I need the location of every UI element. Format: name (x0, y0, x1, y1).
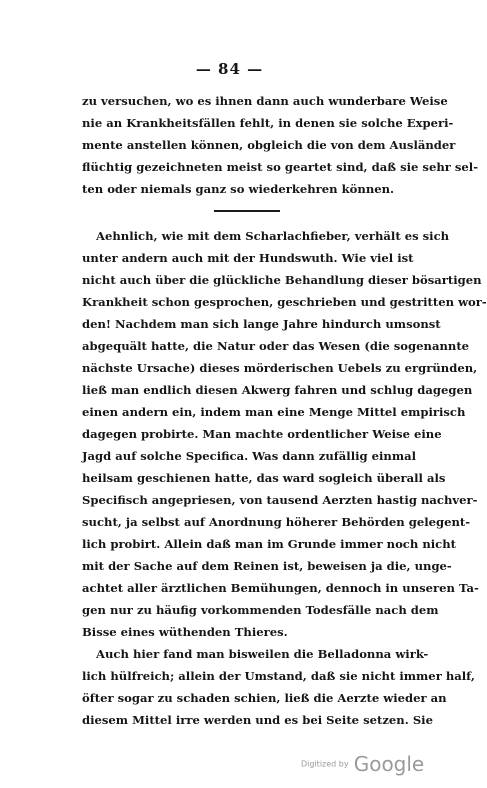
text-line: nächste Ursache) dieses mörderischen Uebels zu ergründen, (82, 361, 478, 375)
text-line: achtet aller ärztlichen Bemühungen, dennoch in unseren Ta- (82, 581, 479, 595)
text-line: Aehnlich, wie mit dem Scharlachfieber, verhält es sich (96, 229, 450, 243)
text-line: Auch hier fand man bisweilen die Belladonna wirk- (96, 647, 429, 661)
text-line: Krankheit schon gesprochen, geschrieben und gestritten wor- (82, 295, 487, 309)
text-line: lich hülfreich; allein der Umstand, daß sie nicht immer half, (82, 669, 475, 683)
text-line: zu versuchen, wo es ihnen dann auch wunderbare Weise (82, 94, 448, 108)
text-line: ließ man endlich diesen Akwerg fahren und schlug dagegen (82, 383, 473, 397)
text-line: flüchtig gezeichneten meist so geartet sind, daß sie sehr sel- (82, 160, 479, 174)
text-line: diesem Mittel irre werden und es bei Seite setzen. Sie (82, 713, 433, 727)
watermark-brand: Google (353, 752, 425, 776)
section-separator (214, 210, 280, 212)
text-line: nicht auch über die glückliche Behandlung dieser bösartigen (82, 273, 482, 287)
text-line: sucht, ja selbst auf Anordnung höherer Behörden gelegent- (82, 515, 471, 529)
text-line: nie an Krankheitsfällen fehlt, in denen sie solche Experi- (82, 116, 454, 130)
text-line: einen andern ein, indem man eine Menge Mittel empirisch (82, 405, 466, 419)
text-line: mit der Sache auf dem Reinen ist, beweisen ja die, unge- (82, 559, 452, 573)
text-line: mente anstellen können, obgleich die von dem Ausländer (82, 138, 456, 152)
text-line: den! Nachdem man sich lange Jahre hindurch umsonst (82, 317, 441, 331)
text-line: gen nur zu häufig vorkommenden Todesfälle nach dem (82, 603, 439, 617)
paragraph-1 (82, 90, 479, 200)
watermark-prefix: Digitized by (301, 759, 349, 769)
page-number: — 84 — (195, 60, 264, 78)
text-line: abgequält hatte, die Natur oder das Wesen (die sogenannte (82, 339, 470, 353)
text-line: ten oder niemals ganz so wiederkehren können. (82, 182, 395, 196)
text-line: öfter sogar zu schaden schien, ließ die Aerzte wieder an (82, 691, 447, 705)
text-line: unter andern auch mit der Hundswuth. Wie viel ist (82, 251, 414, 265)
text-line: heilsam geschienen hatte, das ward sogleich überall als (82, 471, 446, 485)
digitized-watermark (301, 752, 424, 776)
text-line: lich probirt. Allein daß man im Grunde immer noch nicht (82, 537, 457, 551)
text-line: dagegen probirte. Man machte ordentlicher Weise eine (82, 427, 442, 441)
paragraph-2 (82, 225, 487, 731)
text-line: Bisse eines wüthenden Thieres. (82, 625, 288, 639)
text-line: Jagd auf solche Specifica. Was dann zufällig einmal (82, 449, 417, 463)
text-line: Specifisch angepriesen, von tausend Aerzten hastig nachver- (82, 493, 478, 507)
